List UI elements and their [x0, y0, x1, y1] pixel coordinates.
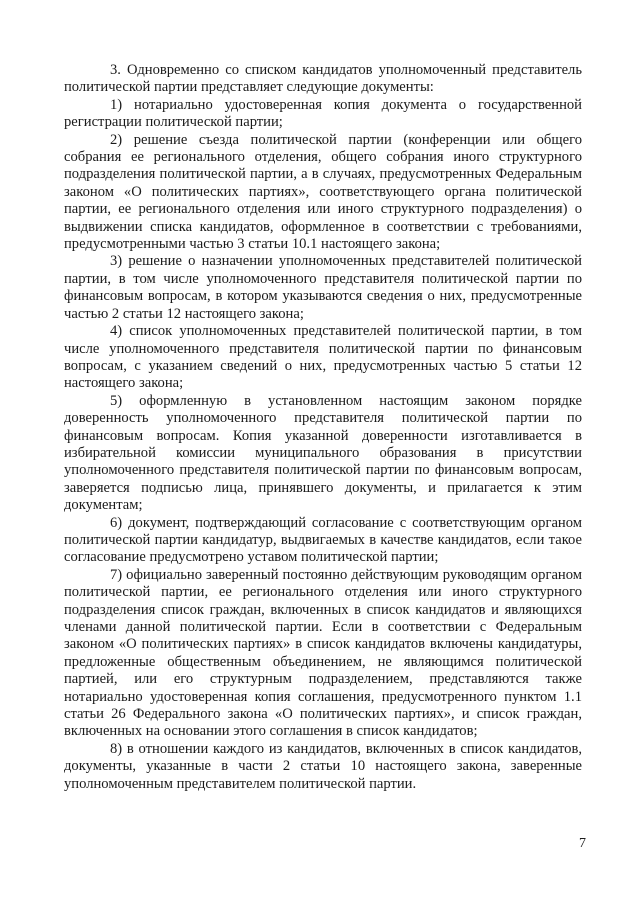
- paragraph-intro: 3. Одновременно со списком кандидатов уполномоченный представитель политической партии представляет следующие документы:: [64, 62, 582, 96]
- paragraph-item-6: 6) документ, подтверждающий согласование с соответствующим органом политической партии кандидатур, выдвигаемых в качестве кандидатов, если такое согласование предусмотрено уставом политической партии;: [64, 514, 582, 566]
- paragraph-item-8: 8) в отношении каждого из кандидатов, включенных в список кандидатов, документы, указанные в части 2 статьи 10 настоящего закона, заверенные уполномоченным представителем политической партии.: [64, 740, 582, 792]
- paragraph-item-2: 2) решение съезда политической партии (конференции или общего собрания ее регионального отделения, общего собрания иного структурного подразделения политической партии, а в случаях, предусмотренных Федеральным законом «О политических партиях», соответствующего органа политической партии, ее регионального отделения или иного структурного подразделения) о выдвижении списка кандидатов, оформленное в соответствии с требованиями, предусмотренными частью 3 статьи 10.1 настоящего закона;: [64, 131, 582, 253]
- paragraph-item-1: 1) нотариально удостоверенная копия документа о государственной регистрации политической партии;: [64, 96, 582, 131]
- document-body: [64, 62, 582, 793]
- paragraph-item-7: 7) официально заверенный постоянно действующим руководящим органом политической партии, ее регионального отделения или иного структурного подразделения список граждан, включенных в список кандидатов и являющихся членами данной политической партии. Если в соответствии с Федеральным законом «О политических партиях» в список кандидатов включены кандидатуры, предложенные общественным объединением, не являющимся политической партией, или его структурным подразделением, представляются также нотариально удостоверенная копия соглашения, предусмотренного пунктом 1.1 статьи 26 Федерального закона «О политических партиях», и список граждан, включенных на основании этого соглашения в список кандидатов;: [64, 566, 582, 740]
- paragraph-item-3: 3) решение о назначении уполномоченных представителей политической партии, в том числе уполномоченного представителя политической партии по финансовым вопросам, в котором указываются сведения о них, предусмотренные частью 2 статьи 12 настоящего закона;: [64, 253, 582, 322]
- paragraph-item-4: 4) список уполномоченных представителей политической партии, в том числе уполномоченного представителя политической партии по финансовым вопросам, с указанием сведений о них, предусмотренных частью 5 статьи 12 настоящего закона;: [64, 323, 582, 392]
- page-number: 7: [579, 836, 586, 851]
- paragraph-item-5: 5) оформленную в установленном настоящим законом порядке доверенность уполномоченного представителя политической партии по финансовым вопросам. Копия указанной доверенности изготавливается в избирательной комиссии муниципального образования в присутствии уполномоченного представителя политической партии по финансовым вопросам, заверяется подписью лица, принявшего документы, и прилагается к этим документам;: [64, 392, 582, 514]
